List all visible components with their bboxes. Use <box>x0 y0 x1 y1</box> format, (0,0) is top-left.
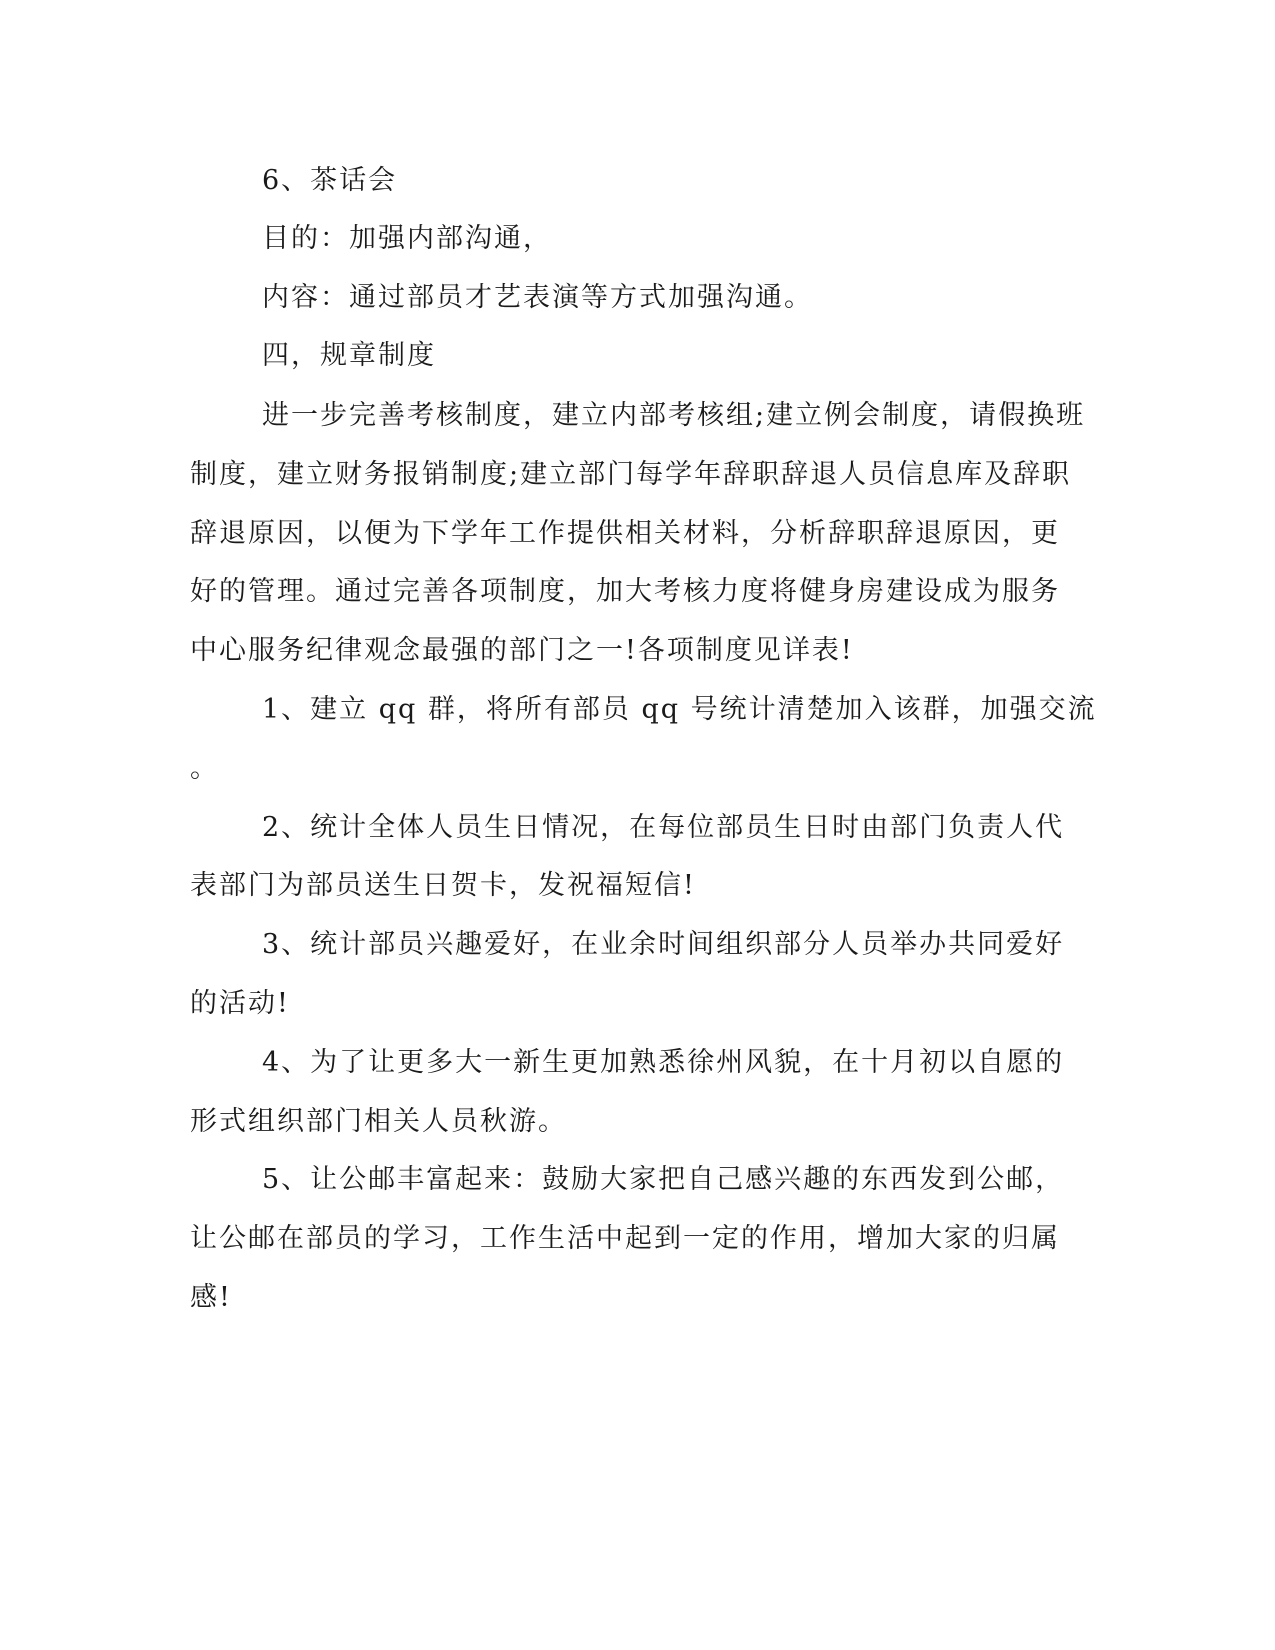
paragraph-line: 中心服务纪律观念最强的部门之一!各项制度见详表! <box>190 635 854 666</box>
purpose-line: 目的：加强内部沟通， <box>262 223 552 254</box>
list-item-5-continued: 让公邮在部员的学习，工作生活中起到一定的作用，增加大家的归属 <box>190 1223 1060 1254</box>
list-item-1: 1、建立 qq 群，将所有部员 qq 号统计清楚加入该群，加强交流 <box>262 694 1097 725</box>
list-item-1-continued: 。 <box>190 753 219 784</box>
content-line: 内容：通过部员才艺表演等方式加强沟通。 <box>262 282 813 313</box>
list-item-4-continued: 形式组织部门相关人员秋游。 <box>190 1106 567 1137</box>
list-item-4: 4、为了让更多大一新生更加熟悉徐州风貌，在十月初以自愿的 <box>262 1047 1065 1078</box>
paragraph-line: 辞退原因，以便为下学年工作提供相关材料，分析辞职辞退原因，更 <box>190 518 1060 549</box>
heading-tea-party: 6、茶话会 <box>262 165 398 196</box>
list-item-2-continued: 表部门为部员送生日贺卡，发祝福短信! <box>190 870 696 901</box>
list-item-3: 3、统计部员兴趣爱好，在业余时间组织部分人员举办共同爱好 <box>262 929 1065 960</box>
paragraph-line: 制度，建立财务报销制度;建立部门每学年辞职辞退人员信息库及辞职 <box>190 459 1072 490</box>
list-item-3-continued: 的活动! <box>190 988 290 1019</box>
list-item-2: 2、统计全体人员生日情况，在每位部员生日时由部门负责人代 <box>262 812 1065 843</box>
section-heading-rules: 四，规章制度 <box>262 340 436 371</box>
list-item-5: 5、让公邮丰富起来：鼓励大家把自己感兴趣的东西发到公邮， <box>262 1164 1065 1195</box>
paragraph-line: 好的管理。通过完善各项制度，加大考核力度将健身房建设成为服务 <box>190 576 1060 607</box>
paragraph-line: 进一步完善考核制度，建立内部考核组;建立例会制度，请假换班 <box>262 400 1086 431</box>
list-item-5-continued: 感! <box>190 1282 232 1313</box>
